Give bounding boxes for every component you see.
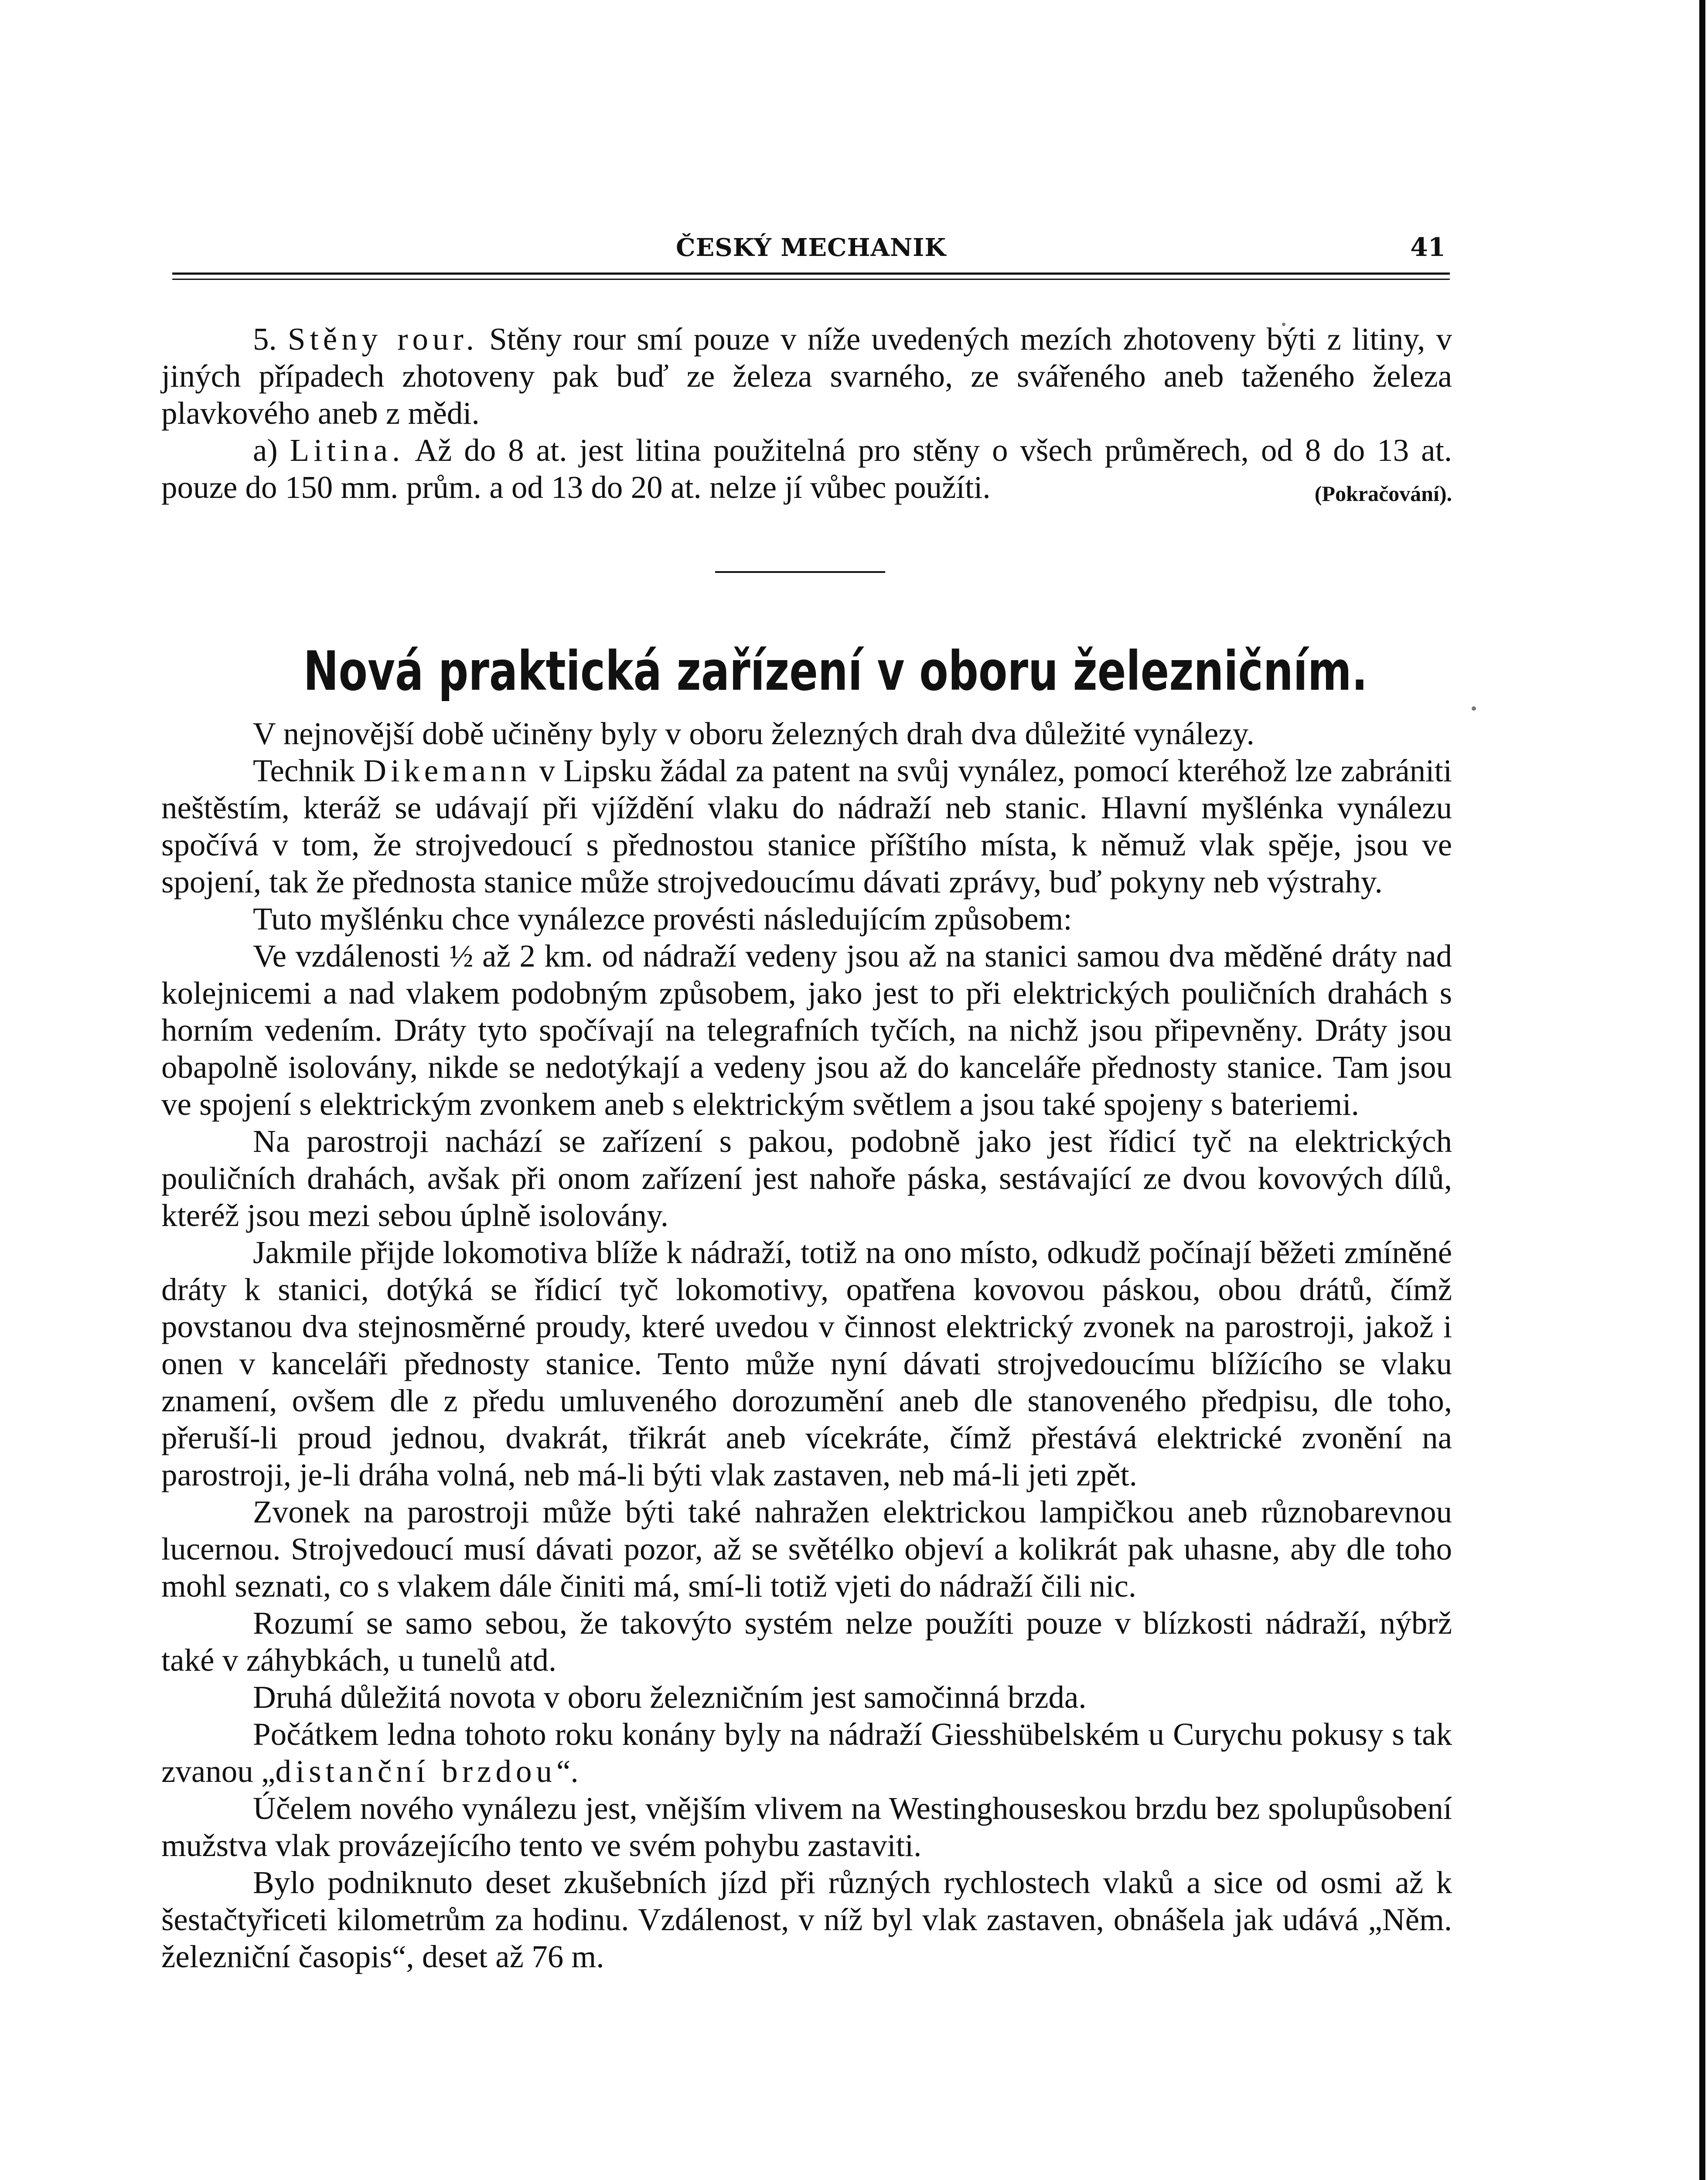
paragraph: Ve vzdálenosti ½ až 2 km. od nádraží vedeny jsou až na stanici samou dva měděné dráty nad kolejnicemi a nad vlakem podobným způsobem, jako jest to při elektrických pouličních drahách s horním vedením. Dráty tyto spočívají na telegrafních tyčích, na nichž jsou připevněny. Dráty jsou obapolně isolovány, nikde se nedotýkají a vedeny jsou až do kanceláře přednosty stanice. Tam jsou ve spojení s elektrickým zvonkem aneb s elektrickým světlem a jsou také spojeny s bateriemi.: [161, 938, 1452, 1122]
paragraph: Bylo podniknuto deset zkušebních jízd při různých rychlostech vlaků a sice od osmi až k šestačtyřiceti kilometrům za hodinu. Vzdálenost, v níž byl vlak zastaven, obnášela jak udává „Něm. železniční časopis“, deset až 76 m.: [161, 1865, 1452, 1974]
page-number: 41: [1410, 232, 1445, 262]
paragraph-text: Technik: [253, 753, 364, 788]
running-title: ČESKÝ MECHANIK: [676, 233, 946, 262]
paragraph: [161, 320, 1452, 432]
inventor-name: Dikemann: [363, 753, 531, 788]
paragraph-text: v Lipsku žádal za patent na svůj vynález, pomocí kteréhož lze zabrániti neštěstím, kteráž se udávají při vjíždění vlaku do nádraží neb stanic. Hlavní myšlénka vynálezu spočívá v tom, že strojvedoucí s přednostou stanice příštího místa, k němuž vlak spěje, jsou ve spojení, tak že přednosta stanice může strojvedoucímu dávati zprávy, buď pokyny neb výstrahy.: [161, 753, 1452, 899]
continued-section: [161, 320, 1452, 512]
page-header: [172, 229, 1450, 281]
paragraph: V nejnovější době učiněny byly v oboru železných drah dva důležité vynálezy.: [253, 716, 1255, 751]
paragraph-text: Počátkem ledna tohoto roku konány byly na nádraží Giesshübelském u Curychu pokusy s tak zvanou „: [161, 1717, 1452, 1789]
paragraph: Rozumí se samo sebou, že takovýto systém nelze použíti pouze v blízkosti nádraží, nýbrž také v záhybkách, u tunelů atd.: [161, 1605, 1452, 1678]
item-letter: a): [253, 433, 290, 468]
paragraph: [161, 1716, 1452, 1790]
section-separator: [715, 571, 885, 573]
header-rule: [172, 279, 1450, 280]
paragraph: Účelem nového vynálezu jest, vnějším vlivem na Westinghouseskou brzdu bez spolupůsobení mužstva vlak provázejícího tento ve svém pohybu zastaviti.: [161, 1791, 1452, 1863]
article-body: [161, 715, 1452, 1975]
scan-speck: [1472, 706, 1476, 711]
paragraph: Jakmile přijde lokomotiva blíže k nádraží, totiž na ono místo, odkudž počínají běžeti zmíněné dráty k stanici, dotýká se řídicí tyč lokomotivy, opatřena kovovou páskou, obou drátů, čímž povstanou dva stejnosměrné proudy, které uvedou v činnost elektrický zvonek na parostroji, jakož i onen v kanceláři přednosty stanice. Tento může nyní dávati strojvedoucímu blížícího se vlaku znamení, ovšem dle z předu umluveného dorozumění aneb dle stanoveného předpisu, dle toho, přeruší-li proud jednou, dvakrát, třikrát aneb vícekráte, čímž přestává elektrické zvonění na parostroji, je-li dráha volná, neb má-li býti vlak zastaven, neb má-li jeti zpět.: [161, 1235, 1452, 1492]
paragraph: Zvonek na parostroji může býti také nahražen elektrickou lampičkou aneb různobarevnou lucernou. Strojvedoucí musí dávati pozor, až se světélko objeví a kolikrát pak uhasne, aby dle toho mohl seznati, co s vlakem dále činiti má, smí-li totiž vjeti do nádraží čili nic.: [161, 1494, 1452, 1604]
continuation-note: (Pokračování).: [1314, 481, 1452, 506]
paragraph-text: Až do 8 at. jest litina použitelná pro stěny o všech průměrech, od 8 do 13 at. pouze do 150 mm. prům. a od 13 do 20 at. nelze jí vůbec použíti.: [161, 433, 1452, 505]
paragraph: [161, 752, 1452, 900]
paragraph: Druhá důležitá novota v oboru železničním jest samočinná brzda.: [253, 1679, 1087, 1715]
item-number: 5.: [253, 321, 288, 357]
paragraph: Na parostroji nachází se zařízení s pakou, podobně jako jest řídicí tyč na elektrických pouličních drahách, avšak při onom zařízení jest nahoře páska, sestávající ze dvou kovových dílů, kteréž jsou mezi sebou úplně isolovány.: [161, 1124, 1452, 1233]
paragraph-text: “.: [556, 1754, 579, 1789]
header-rule: [172, 272, 1450, 275]
brake-name: distanční brzdou: [275, 1754, 556, 1789]
page-edge-border: [1699, 0, 1705, 2180]
spaced-heading: Stěny rour.: [287, 321, 479, 357]
paragraph: Tuto myšlénku chce vynálezce provésti následujícím způsobem:: [253, 901, 1072, 937]
paragraph-text: Stěny rour smí pouze v níže uvedených mezích zhotoveny býti z litiny, v jiných případech zhotoveny pak buď ze železa svarného, ze svářeného aneb taženého železa plavkového aneb z mědi.: [161, 321, 1452, 431]
spaced-heading: Litina.: [290, 433, 405, 468]
article-title: Nová praktická zařízení v oboru železničním.: [303, 640, 1368, 703]
